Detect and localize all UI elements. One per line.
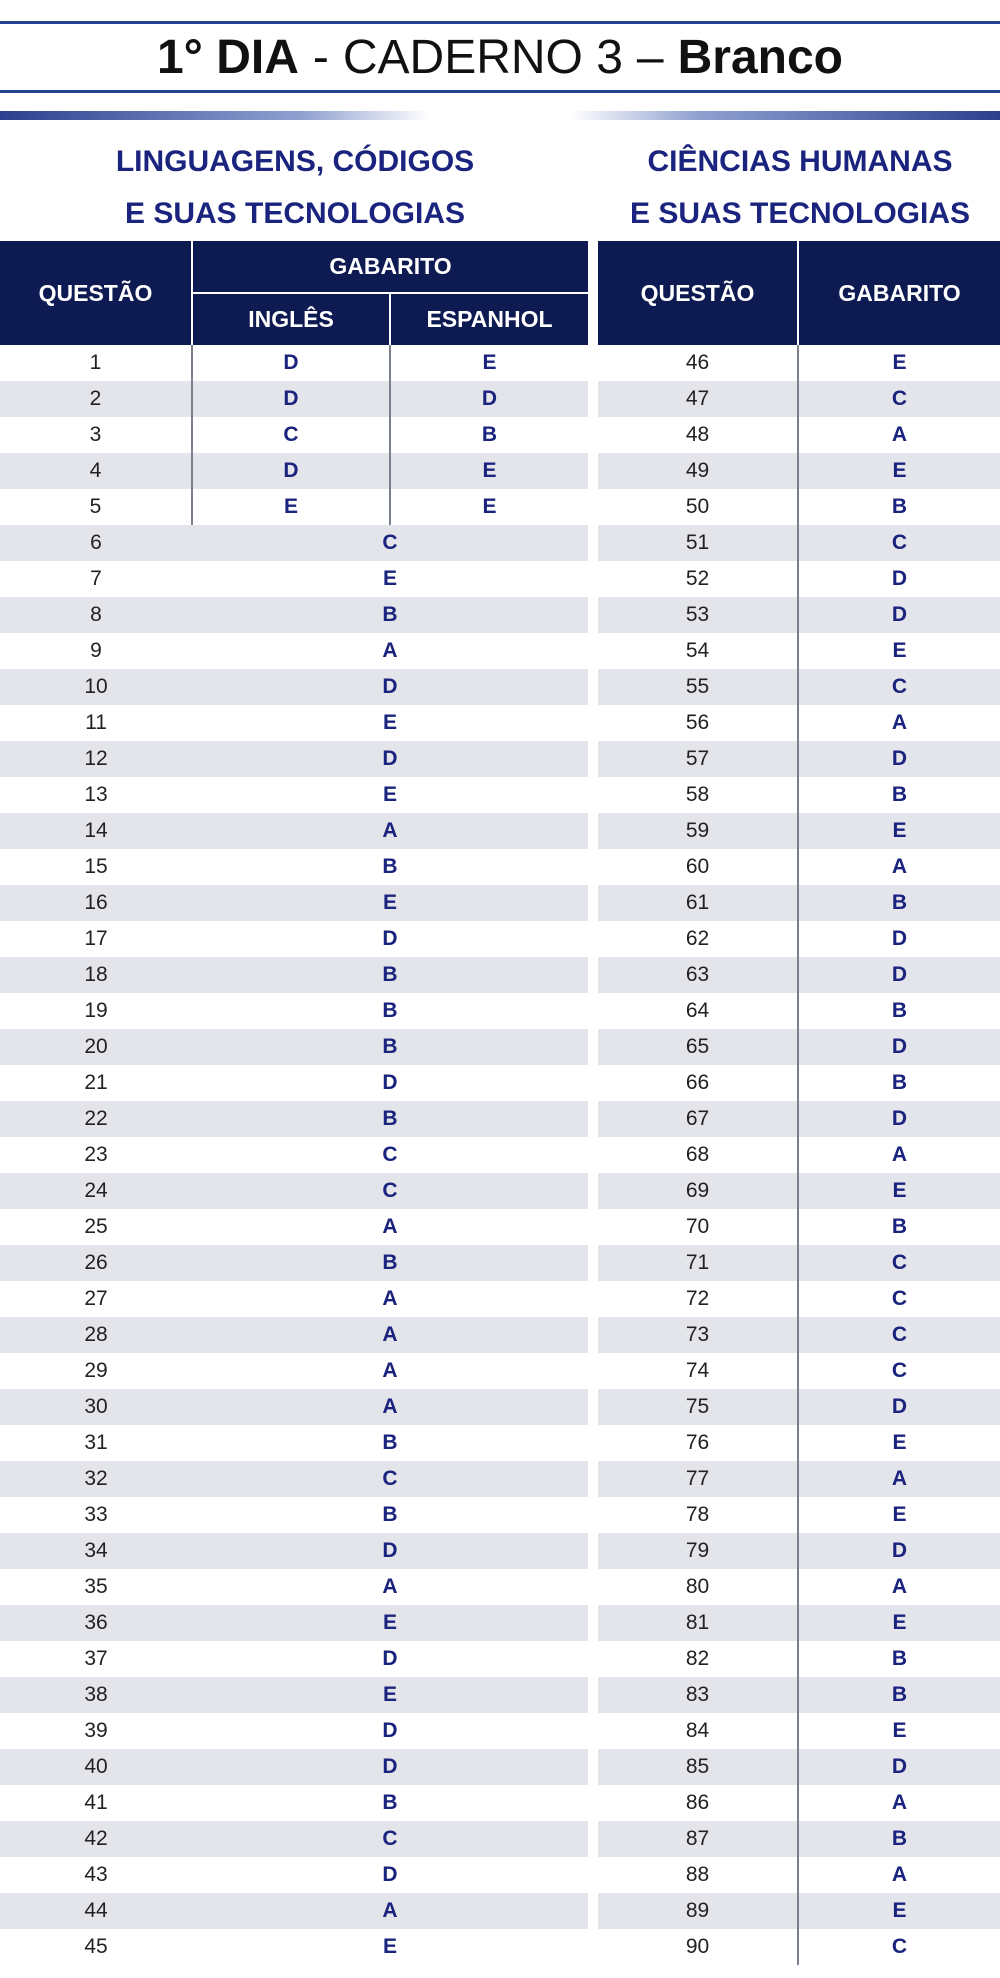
question-number: 86 — [685, 1791, 710, 1814]
question-number: 83 — [598, 1677, 798, 1713]
table-row — [598, 993, 1000, 1029]
answer: B — [382, 999, 398, 1022]
question-number: 56 — [685, 711, 710, 734]
question-number: 29 — [84, 1359, 108, 1382]
table-row — [0, 1389, 588, 1425]
answer: A — [382, 639, 398, 662]
question-number: 70 — [685, 1215, 710, 1238]
table-row — [598, 489, 1000, 525]
answer: D — [192, 1533, 588, 1569]
table-row — [598, 705, 1000, 741]
question-number: 43 — [84, 1863, 108, 1886]
table-row — [0, 1857, 588, 1893]
table-row — [598, 453, 1000, 489]
question-number: 69 — [598, 1173, 798, 1209]
answer: E — [382, 783, 397, 806]
answer: C — [798, 525, 1000, 561]
table-row — [0, 1893, 588, 1929]
answer-espanhol: E — [390, 345, 588, 381]
table-row — [598, 1677, 1000, 1713]
table-row — [598, 525, 1000, 561]
header-gabarito: GABARITO — [798, 241, 1000, 345]
question-number: 48 — [685, 423, 710, 446]
table-row — [0, 957, 588, 993]
answer: B — [798, 1677, 1000, 1713]
question-number: 9 — [90, 639, 102, 662]
question-number: 55 — [598, 669, 798, 705]
table-row — [0, 1785, 588, 1821]
answer-ingles: C — [192, 417, 390, 453]
table-row — [0, 1569, 588, 1605]
answer-espanhol: E — [390, 489, 588, 525]
question-number: 51 — [598, 525, 798, 561]
table-row — [0, 813, 588, 849]
question-number: 13 — [84, 783, 108, 806]
answer-ingles: D — [192, 381, 390, 417]
table-row — [0, 1641, 588, 1677]
table-row — [0, 1209, 588, 1245]
table-row — [598, 957, 1000, 993]
answer: E — [798, 813, 1000, 849]
question-number: 77 — [598, 1461, 798, 1497]
answer: A — [382, 1359, 398, 1382]
answer: C — [798, 1317, 1000, 1353]
table-row — [598, 1605, 1000, 1641]
question-number: 31 — [84, 1431, 108, 1454]
answer-ingles: E — [192, 489, 390, 525]
table-row — [0, 1065, 588, 1101]
question-number: 72 — [685, 1287, 710, 1310]
answer: B — [192, 1101, 588, 1137]
answer: E — [798, 1893, 1000, 1929]
question-number: 54 — [685, 639, 710, 662]
section-title-linguagens — [0, 136, 590, 240]
table-row — [598, 633, 1000, 669]
answer: D — [798, 1029, 1000, 1065]
question-number: 80 — [685, 1575, 710, 1598]
table-row — [598, 1137, 1000, 1173]
answer: B — [798, 885, 1000, 921]
table-row — [598, 597, 1000, 633]
question-number: 2 — [0, 381, 192, 417]
question-number: 46 — [685, 351, 710, 374]
table-row — [0, 1533, 588, 1569]
section-title-line: LINGUAGENS, CÓDIGOS — [115, 145, 475, 178]
question-number: 10 — [0, 669, 192, 705]
table-row — [598, 1389, 1000, 1425]
question-number: 5 — [89, 495, 102, 518]
answer: E — [192, 1605, 588, 1641]
table-row — [0, 1101, 588, 1137]
question-number: 71 — [598, 1245, 798, 1281]
decorative-gradient-right — [570, 111, 1000, 120]
table-row — [598, 381, 1000, 417]
question-number: 6 — [0, 525, 192, 561]
table-row — [598, 1821, 1000, 1857]
answer: D — [798, 597, 1000, 633]
answer: D — [192, 1749, 588, 1785]
header-ingles: INGLÊS — [192, 293, 390, 345]
question-number: 47 — [598, 381, 798, 417]
answer: D — [382, 1719, 398, 1742]
table-row — [598, 1281, 1000, 1317]
table-row — [0, 1317, 588, 1353]
question-number: 87 — [598, 1821, 798, 1857]
answer-espanhol: D — [390, 381, 588, 417]
answer: A — [798, 705, 1000, 741]
answer: B — [798, 1065, 1000, 1101]
answer: A — [798, 417, 1000, 453]
answer: D — [382, 1647, 398, 1670]
question-number: 41 — [84, 1791, 108, 1814]
table-row — [0, 1605, 588, 1641]
answer: C — [798, 1245, 1000, 1281]
question-number: 88 — [685, 1863, 710, 1886]
answer: E — [798, 1425, 1000, 1461]
question-number: 75 — [598, 1389, 798, 1425]
table-row — [0, 561, 588, 597]
answer: B — [382, 1791, 398, 1814]
answer: E — [798, 345, 1000, 381]
answer-ingles: D — [192, 345, 390, 381]
table-row — [0, 1425, 588, 1461]
table-row — [0, 633, 588, 669]
question-number: 18 — [0, 957, 192, 993]
answer: B — [798, 777, 1000, 813]
answer: D — [798, 1533, 1000, 1569]
answer: C — [798, 1929, 1000, 1965]
question-number: 11 — [85, 711, 107, 734]
question-number: 38 — [0, 1677, 192, 1713]
table-row — [598, 741, 1000, 777]
table-row — [0, 381, 588, 417]
question-number: 67 — [598, 1101, 798, 1137]
section-title-line: E SUAS TECNOLOGIAS — [124, 197, 466, 230]
question-number: 63 — [598, 957, 798, 993]
table-row — [0, 597, 588, 633]
question-number: 62 — [685, 927, 710, 950]
question-number: 12 — [0, 741, 192, 777]
answer: C — [798, 1281, 1000, 1317]
answer: E — [382, 711, 397, 734]
question-number: 7 — [90, 567, 102, 590]
section-title-line: E SUAS TECNOLOGIAS — [629, 197, 971, 230]
table-row — [598, 1173, 1000, 1209]
answer: D — [798, 741, 1000, 777]
question-number: 82 — [685, 1647, 710, 1670]
section-title-humanas — [600, 136, 1000, 240]
answer: E — [798, 1605, 1000, 1641]
table-row — [598, 1245, 1000, 1281]
table-row — [598, 1425, 1000, 1461]
question-number: 3 — [89, 423, 102, 446]
table-row — [0, 849, 588, 885]
answer: D — [798, 1749, 1000, 1785]
answer-espanhol: E — [390, 453, 588, 489]
table-row — [0, 705, 588, 741]
question-number: 58 — [685, 783, 710, 806]
question-number: 17 — [84, 927, 108, 950]
question-number: 15 — [84, 855, 108, 878]
answer: C — [798, 381, 1000, 417]
answer: C — [798, 1353, 1000, 1389]
table-row — [0, 1677, 588, 1713]
table-row — [598, 345, 1000, 381]
table-row — [0, 1353, 588, 1389]
question-number: 74 — [685, 1359, 710, 1382]
question-number: 19 — [84, 999, 108, 1022]
table-row — [0, 489, 588, 525]
answer: B — [192, 597, 588, 633]
table-row — [0, 1137, 588, 1173]
table-row — [0, 1245, 588, 1281]
answer: D — [192, 669, 588, 705]
table-row — [598, 417, 1000, 453]
question-number: 37 — [84, 1647, 108, 1670]
table-row — [0, 525, 588, 561]
answer-ingles: D — [192, 453, 390, 489]
question-number: 81 — [598, 1605, 798, 1641]
table-row — [598, 1353, 1000, 1389]
answer: A — [798, 1785, 1000, 1821]
question-number: 49 — [598, 453, 798, 489]
question-number: 68 — [685, 1143, 710, 1166]
table-row — [598, 1713, 1000, 1749]
header-questao: QUESTÃO — [598, 241, 798, 345]
table-row — [598, 1029, 1000, 1065]
answer: C — [798, 669, 1000, 705]
question-number: 25 — [84, 1215, 108, 1238]
question-number: 57 — [598, 741, 798, 777]
table-row — [598, 1569, 1000, 1605]
table-row — [598, 1101, 1000, 1137]
answer: E — [192, 885, 588, 921]
answer: D — [798, 957, 1000, 993]
question-number: 39 — [84, 1719, 108, 1742]
answer: C — [192, 525, 588, 561]
answer: C — [192, 1821, 588, 1857]
table-row — [0, 1029, 588, 1065]
answer: A — [192, 1893, 588, 1929]
question-number: 36 — [0, 1605, 192, 1641]
table-row — [598, 921, 1000, 957]
question-number: 32 — [0, 1461, 192, 1497]
table-row — [598, 1641, 1000, 1677]
table-row — [0, 1281, 588, 1317]
table-row — [0, 453, 588, 489]
question-number: 79 — [598, 1533, 798, 1569]
answer: D — [382, 927, 398, 950]
table-row — [598, 1497, 1000, 1533]
question-number: 78 — [685, 1503, 710, 1526]
table-row — [0, 1461, 588, 1497]
title-booklet: CADERNO 3 — [342, 30, 623, 84]
answer: E — [798, 1173, 1000, 1209]
answer: D — [798, 1389, 1000, 1425]
answer: B — [192, 1245, 588, 1281]
table-row — [0, 741, 588, 777]
title-separator: - — [312, 30, 329, 84]
answer: A — [798, 849, 1000, 885]
answer: D — [192, 741, 588, 777]
answer: E — [382, 567, 397, 590]
question-number: 64 — [685, 999, 710, 1022]
answer: E — [798, 1497, 1000, 1533]
answer: C — [192, 1461, 588, 1497]
table-row — [598, 561, 1000, 597]
table-row — [0, 1497, 588, 1533]
table-row — [0, 1929, 588, 1965]
question-number: 16 — [0, 885, 192, 921]
answer: D — [382, 1863, 398, 1886]
question-number: 33 — [84, 1503, 108, 1526]
title-color: Branco — [677, 30, 843, 84]
table-row — [0, 1173, 588, 1209]
answer: A — [192, 1317, 588, 1353]
question-number: 23 — [84, 1143, 108, 1166]
question-number: 20 — [0, 1029, 192, 1065]
answer: E — [798, 453, 1000, 489]
question-number: 26 — [0, 1245, 192, 1281]
table-row — [598, 669, 1000, 705]
title-separator-2: – — [636, 30, 664, 84]
answer: B — [798, 1209, 1000, 1245]
answer: A — [798, 1461, 1000, 1497]
answer: A — [192, 1389, 588, 1425]
question-number: 40 — [0, 1749, 192, 1785]
answer-table-humanas — [598, 241, 1000, 1965]
answer: B — [192, 1029, 588, 1065]
question-number: 45 — [84, 1935, 108, 1958]
table-row — [598, 1461, 1000, 1497]
table-row — [0, 885, 588, 921]
answer: A — [382, 1575, 398, 1598]
question-number: 27 — [84, 1287, 108, 1310]
table-row — [598, 813, 1000, 849]
table-row — [0, 1713, 588, 1749]
question-number: 34 — [0, 1533, 192, 1569]
answer: B — [798, 993, 1000, 1029]
table-row — [0, 417, 588, 453]
question-number: 35 — [84, 1575, 108, 1598]
answer: C — [382, 1143, 398, 1166]
answer: E — [798, 1713, 1000, 1749]
table-row — [598, 1857, 1000, 1893]
answer: E — [192, 1677, 588, 1713]
table-row — [598, 849, 1000, 885]
answer: B — [798, 1641, 1000, 1677]
question-number: 28 — [0, 1317, 192, 1353]
question-number: 50 — [685, 495, 710, 518]
question-number: 66 — [685, 1071, 710, 1094]
answer: B — [382, 855, 398, 878]
answer: D — [382, 1071, 398, 1094]
question-number: 44 — [0, 1893, 192, 1929]
answer: A — [798, 1137, 1000, 1173]
header-gabarito: GABARITO — [192, 241, 588, 293]
answer: D — [798, 921, 1000, 957]
answer: B — [798, 1821, 1000, 1857]
answer-espanhol: B — [390, 417, 588, 453]
answer: D — [798, 1101, 1000, 1137]
question-number: 90 — [685, 1935, 710, 1958]
header-questao: QUESTÃO — [0, 241, 192, 345]
question-number: 65 — [598, 1029, 798, 1065]
question-number: 60 — [685, 855, 710, 878]
table-row — [0, 921, 588, 957]
page-title — [0, 21, 1000, 93]
table-row — [0, 1821, 588, 1857]
table-row — [0, 1749, 588, 1785]
answer: A — [382, 1287, 398, 1310]
table-row — [0, 777, 588, 813]
answer: B — [382, 1431, 398, 1454]
question-number: 14 — [0, 813, 192, 849]
decorative-gradient-left — [0, 111, 430, 120]
question-number: 73 — [598, 1317, 798, 1353]
table-row — [598, 1893, 1000, 1929]
table-row — [598, 1065, 1000, 1101]
table-row — [598, 1785, 1000, 1821]
answer: D — [798, 561, 1000, 597]
table-row — [598, 777, 1000, 813]
answer: E — [382, 1935, 397, 1958]
table-row — [598, 1317, 1000, 1353]
table-row — [0, 345, 588, 381]
answer: B — [798, 489, 1000, 525]
question-number: 1 — [89, 351, 102, 374]
question-number: 76 — [685, 1431, 710, 1454]
question-number: 61 — [598, 885, 798, 921]
table-row — [0, 993, 588, 1029]
table-row — [598, 1533, 1000, 1569]
question-number: 89 — [598, 1893, 798, 1929]
question-number: 21 — [84, 1071, 108, 1094]
question-number: 52 — [685, 567, 710, 590]
question-number: 4 — [0, 453, 192, 489]
table-row — [0, 669, 588, 705]
answer: C — [192, 1173, 588, 1209]
question-number: 42 — [0, 1821, 192, 1857]
table-row — [598, 885, 1000, 921]
question-number: 59 — [598, 813, 798, 849]
section-title-line: CIÊNCIAS HUMANAS — [647, 145, 953, 178]
question-number: 8 — [0, 597, 192, 633]
answer: A — [798, 1857, 1000, 1893]
table-row — [598, 1749, 1000, 1785]
answer: B — [192, 957, 588, 993]
table-row — [598, 1929, 1000, 1965]
answer: A — [192, 813, 588, 849]
answer: A — [798, 1569, 1000, 1605]
question-number: 24 — [0, 1173, 192, 1209]
answer: A — [382, 1215, 398, 1238]
answer-table-linguagens — [0, 241, 588, 1965]
title-day: 1° DIA — [156, 30, 299, 84]
question-number: 22 — [0, 1101, 192, 1137]
question-number: 53 — [598, 597, 798, 633]
question-number: 85 — [598, 1749, 798, 1785]
header-espanhol: ESPANHOL — [390, 293, 588, 345]
question-number: 30 — [0, 1389, 192, 1425]
question-number: 84 — [685, 1719, 710, 1742]
answer: E — [798, 633, 1000, 669]
answer: B — [382, 1503, 398, 1526]
table-row — [598, 1209, 1000, 1245]
